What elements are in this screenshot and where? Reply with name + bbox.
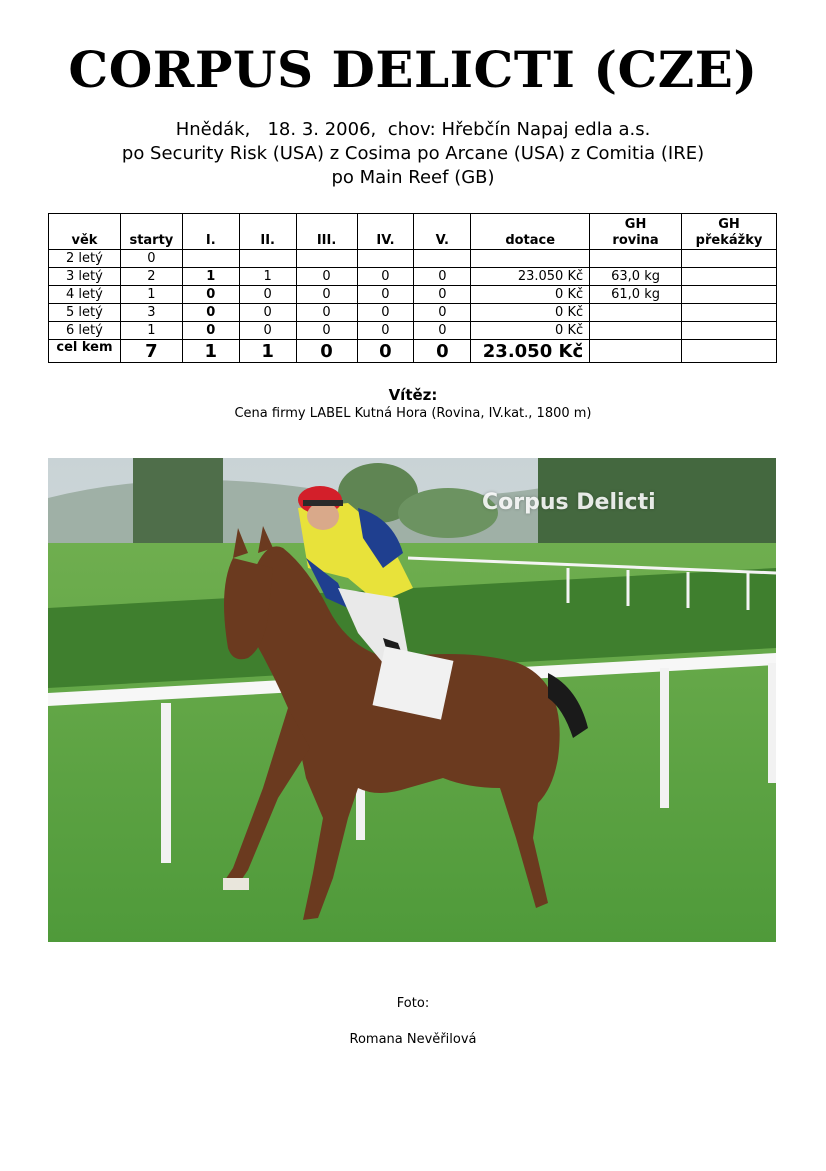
cell-gh-jump: [682, 250, 777, 268]
cell-fourth: 0: [357, 304, 414, 322]
cell-gh-jump: [682, 286, 777, 304]
cell-starts: 2: [120, 268, 182, 286]
cell-second: 1: [239, 268, 296, 286]
photo-watermark: Corpus Delicti: [482, 490, 656, 515]
cell-prize: 0 Kč: [471, 286, 590, 304]
cell-third: 0: [296, 286, 357, 304]
header-starts: starty: [120, 214, 182, 250]
cell-fourth: 0: [357, 322, 414, 340]
cell-second: 0: [239, 322, 296, 340]
cell-fourth: [357, 250, 414, 268]
cell-age: 4 letý: [49, 286, 121, 304]
cell-total-label: cel kem: [49, 340, 121, 363]
cell-gh-jump: [682, 322, 777, 340]
cell-age: 3 letý: [49, 268, 121, 286]
table-total-row: [49, 340, 777, 363]
table-header-row: [49, 214, 777, 250]
horse-photo-illustration: [48, 458, 776, 942]
cell-prize: [471, 250, 590, 268]
header-second: II.: [239, 214, 296, 250]
header-gh-flat-line2: rovina: [612, 233, 659, 248]
cell-first: [182, 250, 239, 268]
header-prize: dotace: [471, 214, 590, 250]
table-row: [49, 268, 777, 286]
photo-credit-label: Foto:: [396, 996, 430, 1011]
cell-starts: 1: [120, 322, 182, 340]
cell-total-third: 0: [296, 340, 357, 363]
pedigree-block: [0, 118, 826, 190]
cell-fifth: 0: [414, 268, 471, 286]
cell-total-fifth: 0: [414, 340, 471, 363]
header-gh-jump-line1: GH: [718, 217, 740, 232]
cell-prize: 0 Kč: [471, 322, 590, 340]
cell-prize: 23.050 Kč: [471, 268, 590, 286]
winner-heading: Vítěz:: [388, 386, 438, 404]
header-fifth: V.: [414, 214, 471, 250]
cell-age: 2 letý: [49, 250, 121, 268]
cell-gh-flat: [590, 304, 682, 322]
cell-starts: 1: [120, 286, 182, 304]
cell-first: 1: [182, 268, 239, 286]
cell-third: 0: [296, 304, 357, 322]
cell-gh-flat: [590, 250, 682, 268]
cell-fifth: 0: [414, 286, 471, 304]
cell-fourth: 0: [357, 286, 414, 304]
cell-second: 0: [239, 304, 296, 322]
cell-gh-flat: 61,0 kg: [590, 286, 682, 304]
cell-second: 0: [239, 286, 296, 304]
cell-prize: 0 Kč: [471, 304, 590, 322]
cell-third: [296, 250, 357, 268]
cell-second: [239, 250, 296, 268]
header-gh-jump: [682, 214, 777, 250]
cell-starts: 3: [120, 304, 182, 322]
header-age: věk: [49, 214, 121, 250]
cell-fourth: 0: [357, 268, 414, 286]
cell-first: 0: [182, 322, 239, 340]
cell-fifth: 0: [414, 322, 471, 340]
header-third: III.: [296, 214, 357, 250]
header-gh-jump-line2: překážky: [695, 233, 763, 248]
cell-age: 6 letý: [49, 322, 121, 340]
cell-gh-jump: [682, 304, 777, 322]
cell-first: 0: [182, 286, 239, 304]
cell-total-second: 1: [239, 340, 296, 363]
cell-gh-flat: [590, 322, 682, 340]
cell-gh-flat: 63,0 kg: [590, 268, 682, 286]
table-row: [49, 250, 777, 268]
table-row: [49, 322, 777, 340]
header-gh-flat-line1: GH: [624, 217, 647, 232]
cell-starts: 0: [120, 250, 182, 268]
cell-total-gh-jump: [682, 340, 777, 363]
cell-total-first: 1: [182, 340, 239, 363]
cell-total-gh-flat: [590, 340, 682, 363]
horse-name-title: CORPUS DELICTI (CZE): [68, 40, 758, 99]
photo-credit-name: Romana Nevěřilová: [349, 1032, 477, 1047]
race-statistics-table: [48, 213, 777, 363]
cell-fifth: 0: [414, 304, 471, 322]
cell-age: 5 letý: [49, 304, 121, 322]
cell-gh-jump: [682, 268, 777, 286]
cell-third: 0: [296, 268, 357, 286]
cell-total-starts: 7: [120, 340, 182, 363]
table-row: [49, 286, 777, 304]
horse-photo: [48, 458, 776, 942]
cell-total-fourth: 0: [357, 340, 414, 363]
header-gh-flat: [590, 214, 682, 250]
pedigree-line-1: Hnědák, 18. 3. 2006, chov: Hřebčín Napaj edla a.s.: [175, 119, 651, 140]
cell-first: 0: [182, 304, 239, 322]
cell-total-prize: 23.050 Kč: [471, 340, 590, 363]
pedigree-line-2: po Security Risk (USA) z Cosima po Arcane (USA) z Comitia (IRE): [121, 143, 705, 164]
table-row: [49, 304, 777, 322]
header-first: I.: [182, 214, 239, 250]
pedigree-line-3: po Main Reef (GB): [331, 167, 495, 188]
cell-third: 0: [296, 322, 357, 340]
winner-race: Cena firmy LABEL Kutná Hora (Rovina, IV.kat., 1800 m): [234, 406, 592, 421]
cell-fifth: [414, 250, 471, 268]
header-fourth: IV.: [357, 214, 414, 250]
